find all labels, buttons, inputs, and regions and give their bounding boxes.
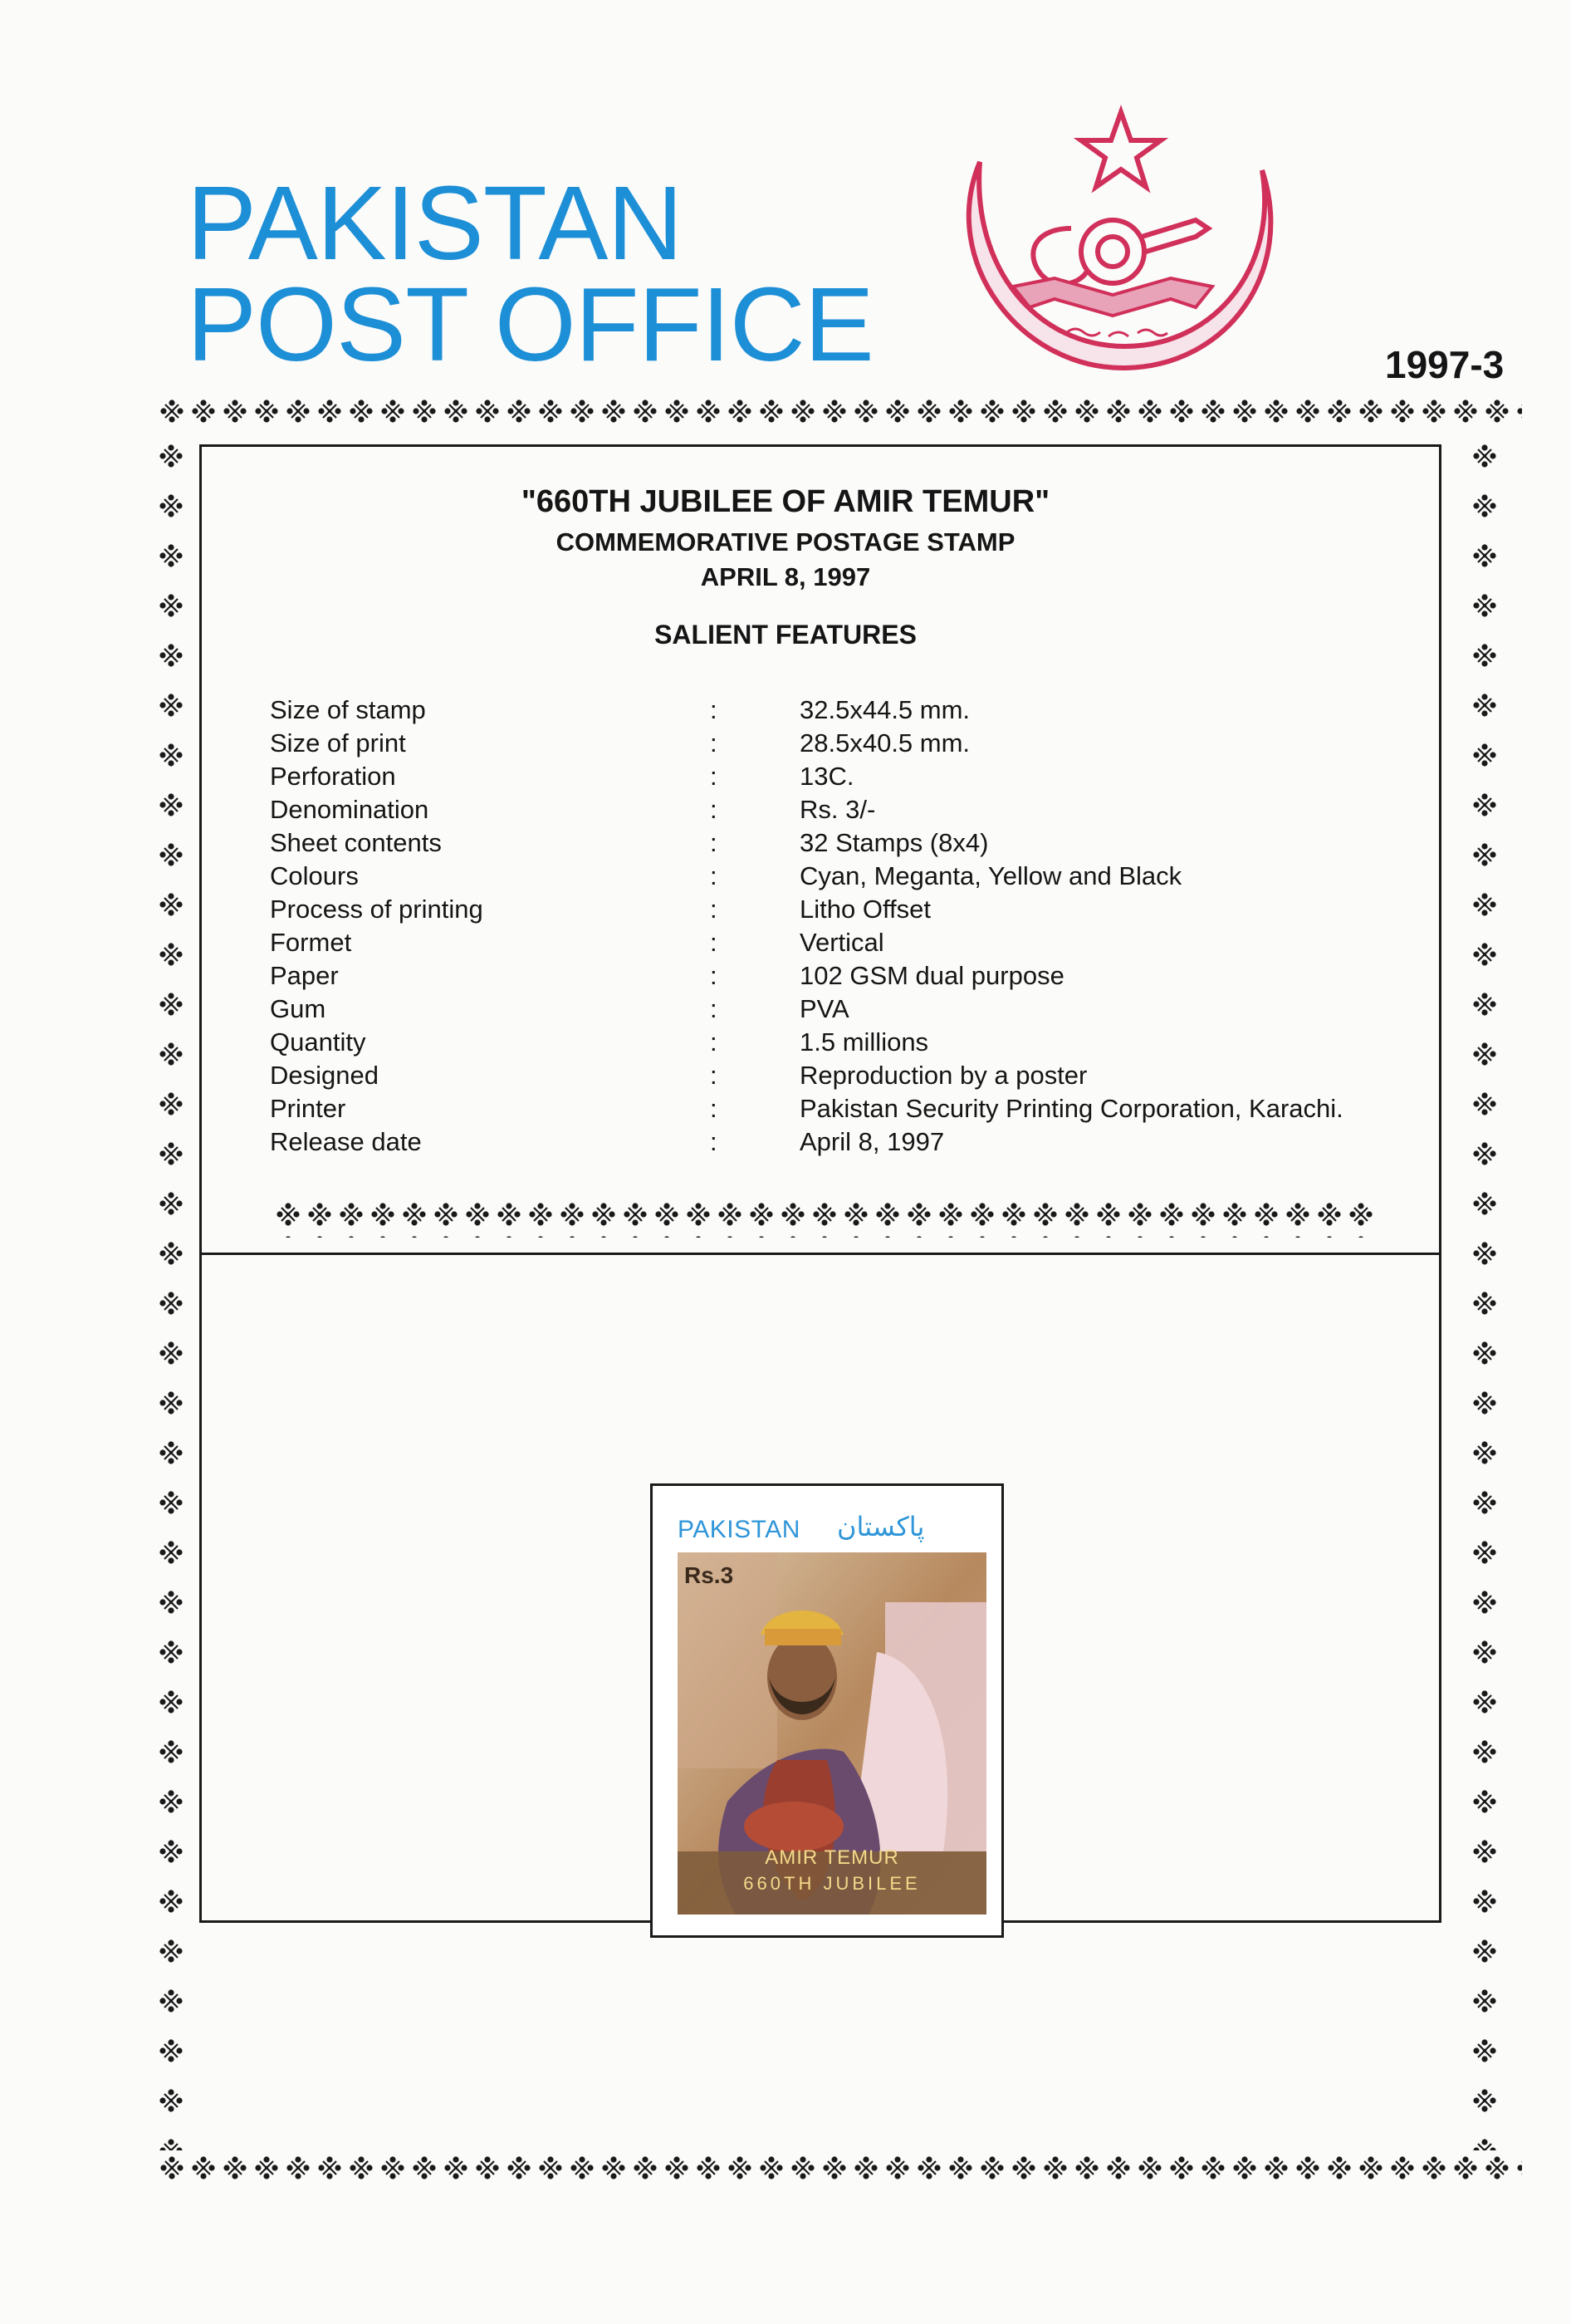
issue-number: 1997-3 [1385, 343, 1505, 386]
ornamental-border-top [156, 395, 1522, 431]
feature-value: 1.5 millions [800, 1027, 929, 1057]
feature-separator: : [710, 895, 717, 924]
feature-separator: : [710, 795, 717, 824]
feature-label: Colours [270, 861, 359, 890]
feature-label: Gum [270, 994, 326, 1023]
stamp-image [650, 1483, 1004, 1938]
feature-value: 28.5x40.5 mm. [800, 728, 971, 758]
feature-separator: : [710, 994, 717, 1023]
feature-separator: : [710, 861, 717, 890]
stamp-denomination: Rs.3 [684, 1562, 734, 1588]
feature-value: 32 Stamps (8x4) [800, 828, 989, 857]
title-line-post-office: POST OFFICE [187, 266, 874, 383]
feature-value: Pakistan Security Printing Corporation, Karachi. [800, 1094, 1343, 1123]
feature-label: Designed [270, 1061, 379, 1090]
feature-separator: : [710, 762, 717, 791]
feature-separator: : [710, 695, 717, 724]
stamp-issue-date: APRIL 8, 1997 [700, 562, 871, 591]
feature-separator: : [710, 928, 717, 957]
ornamental-border-bottom [156, 2151, 1522, 2188]
feature-value: Vertical [800, 928, 884, 957]
pakistan-post-emblem [947, 104, 1295, 378]
feature-separator: : [710, 728, 717, 758]
feature-label: Process of printing [270, 895, 483, 924]
stamp-caption-jubilee: 660TH JUBILEE [743, 1873, 921, 1894]
feature-label: Printer [270, 1094, 346, 1123]
feature-value: PVA [800, 994, 849, 1023]
feature-separator: : [710, 1061, 717, 1090]
feature-value: Cyan, Meganta, Yellow and Black [800, 861, 1182, 890]
feature-label: Size of stamp [270, 695, 426, 724]
feature-label: Sheet contents [270, 828, 442, 857]
feature-label: Formet [270, 928, 352, 957]
stamp-caption-name: AMIR TEMUR [765, 1846, 899, 1869]
feature-value: 102 GSM dual purpose [800, 961, 1064, 990]
ornamental-divider-strip [272, 1198, 1381, 1238]
feature-separator: : [710, 961, 717, 990]
feature-value: Litho Offset [800, 895, 931, 924]
star-icon [1081, 112, 1161, 187]
feature-separator: : [710, 1127, 717, 1156]
feature-value: April 8, 1997 [800, 1127, 945, 1156]
posthorn-icon [1033, 220, 1208, 284]
feature-value: 32.5x44.5 mm. [800, 695, 971, 724]
feature-label: Release date [270, 1127, 422, 1156]
stamp-issue-subtitle: COMMEMORATIVE POSTAGE STAMP [555, 527, 1016, 556]
title-line-pakistan: PAKISTAN [187, 164, 683, 282]
feature-label: Perforation [270, 762, 396, 791]
stamp-issue-title: "660TH JUBILEE OF AMIR TEMUR" [521, 484, 1050, 519]
stamp-country-urdu: پاکستان [837, 1511, 925, 1542]
feature-label: Quantity [270, 1027, 366, 1057]
ornamental-border-right [1468, 431, 1505, 2150]
section-heading: SALIENT FEATURES [654, 620, 917, 650]
page-title [187, 164, 874, 383]
frame-divider [202, 1253, 1439, 1255]
stamp-country-label: PAKISTAN [678, 1516, 800, 1543]
feature-label: Paper [270, 961, 339, 990]
motto-icon [1067, 329, 1167, 336]
feature-separator: : [710, 828, 717, 857]
feature-separator: : [710, 1094, 717, 1123]
feature-label: Denomination [270, 795, 429, 824]
feature-label: Size of print [270, 728, 406, 758]
feature-value: Rs. 3/- [800, 795, 876, 824]
feature-value: 13C. [800, 762, 854, 791]
feature-value: Reproduction by a poster [800, 1061, 1088, 1090]
ornamental-border-left [154, 431, 191, 2150]
feature-separator: : [710, 1027, 717, 1057]
